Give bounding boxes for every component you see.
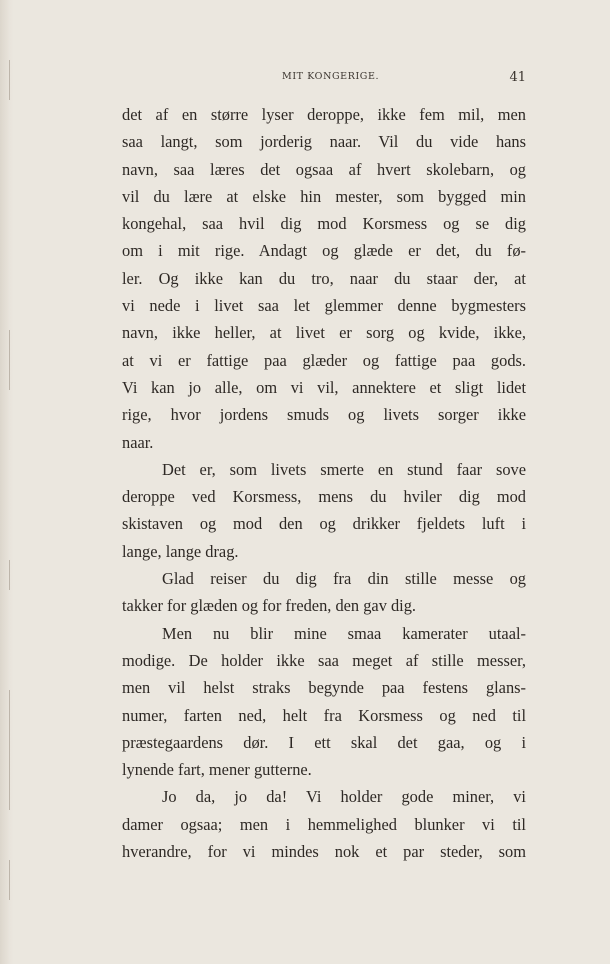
text-line: kongehal, saa hvil dig mod Korsmess og se dig [122,214,526,234]
edge-mark [9,60,10,100]
text-line: ler. Og ikke kan du tro, naar du staar der, at [122,268,526,288]
edge-mark [9,330,10,390]
paragraph-start-line: Jo da, jo da! Vi holder gode miner, vi [162,787,526,807]
paragraph-start-line: Glad reiser du dig fra din stille messe og [162,569,526,589]
text-line: hverandre, for vi mindes nok et par steder, som [122,842,526,862]
text-line: om i mit rige. Andagt og glæde er det, du fø- [122,241,526,261]
text-line: Vi kan jo alle, om vi vil, annektere et sligt lidet [122,377,526,397]
text-line: rige, hvor jordens smuds og livets sorger ikke [122,405,526,425]
edge-mark [9,690,10,810]
text-line: lange, lange drag. [122,541,239,561]
page-header [122,69,526,89]
text-line: navn, saa læres det ogsaa af hvert skolebarn, og [122,159,526,179]
text-line: naar. [122,432,154,452]
text-line: numer, farten ned, helt fra Korsmess og ned til [122,705,526,725]
text-line: modige. De holder ikke saa meget af stille messer, [122,650,526,670]
edge-mark [9,860,10,900]
text-line: saa langt, som jorderig naar. Vil du vide hans [122,132,526,152]
paragraph-start-line: Men nu blir mine smaa kamerater utaal- [162,623,526,643]
text-line: damer ogsaa; men i hemmelighed blunker vi til [122,814,526,834]
text-line: deroppe ved Korsmess, mens du hviler dig mod [122,487,526,507]
text-line: præstegaardens dør. I ett skal det gaa, og i [122,732,526,752]
text-line: at vi er fattige paa glæder og fattige paa gods. [122,350,526,370]
paragraph-start-line: Det er, som livets smerte en stund faar sove [162,459,526,479]
text-line: men vil helst straks begynde paa festens glans- [122,678,526,698]
text-line: det af en større lyser deroppe, ikke fem mil, men [122,105,526,124]
body-text [122,101,526,865]
text-line: takker for glæden og for freden, den gav dig. [122,596,417,616]
edge-mark [9,560,10,590]
text-line: skistaven og mod den og drikker fjeldets luft i [122,514,526,534]
page-gutter-edge [0,0,14,964]
text-line: vi nede i livet saa let glemmer denne bygmesters [122,296,526,316]
page-number: 41 [509,70,526,85]
running-title: MIT KONGERIGE. [282,71,380,82]
text-line: navn, ikke heller, at livet er sorg og kvide, ikke, [122,323,526,343]
text-line: lynende fart, mener gutterne. [122,760,312,780]
text-line: vil du lære at elske hin mester, som bygged min [122,186,526,206]
